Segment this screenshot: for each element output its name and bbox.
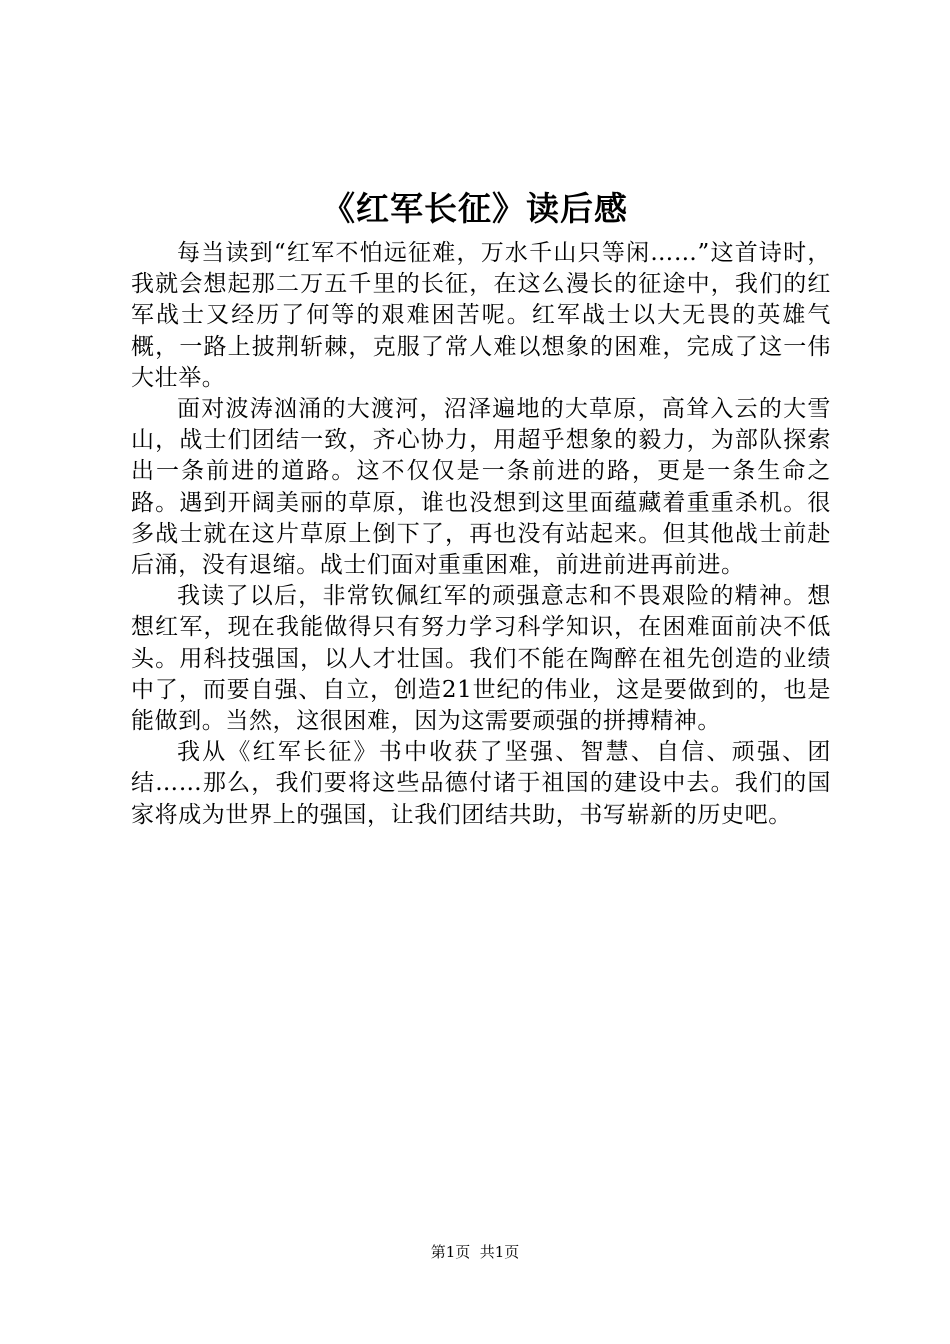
document-body — [131, 238, 831, 831]
paragraph-3: 我读了以后，非常钦佩红军的顽强意志和不畏艰险的精神。想想红军，现在我能做得只有努力学习科学知识，在困难面前决不低头。用科技强国，以人才壮国。我们不能在陶醉在祖先创造的业绩中了，而要自强、自立，创造21世纪的伟业，这是要做到的，也是能做到。当然，这很困难，因为这需要顽强的拼搏精神。 — [131, 583, 831, 735]
paragraph-1: 每当读到“红军不怕远征难，万水千山只等闲……”这首诗时，我就会想起那二万五千里的长征，在这么漫长的征途中，我们的红军战士又经历了何等的艰难困苦呢。红军战士以大无畏的英雄气概，一路上披荆斩棘，克服了常人难以想象的困难，完成了这一伟大壮举。 — [131, 240, 831, 391]
paragraph-4: 我从《红军长征》书中收获了坚强、智慧、自信、顽强、团结……那么，我们要将这些品德付诸于祖国的建设中去。我们的国家将成为世界上的强国，让我们团结共助，书写崭新的历史吧。 — [131, 739, 831, 828]
paragraph-2: 面对波涛汹涌的大渡河，沼泽遍地的大草原，高耸入云的大雪山，战士们团结一致，齐心协力，用超乎想象的毅力，为部队探索出一条前进的道路。这不仅仅是一条前进的路，更是一条生命之路。遇到开阔美丽的草原，谁也没想到这里面蕴藏着重重杀机。很多战士就在这片草原上倒下了，再也没有站起来。但其他战士前赴后涌，没有退缩。战士们面对重重困难，前进前进再前进。 — [131, 396, 831, 579]
document-title: 《红军长征》读后感 — [322, 189, 628, 228]
page-number-label: 第1页 共1页 — [430, 1243, 520, 1261]
page-footer — [0, 1242, 950, 1262]
